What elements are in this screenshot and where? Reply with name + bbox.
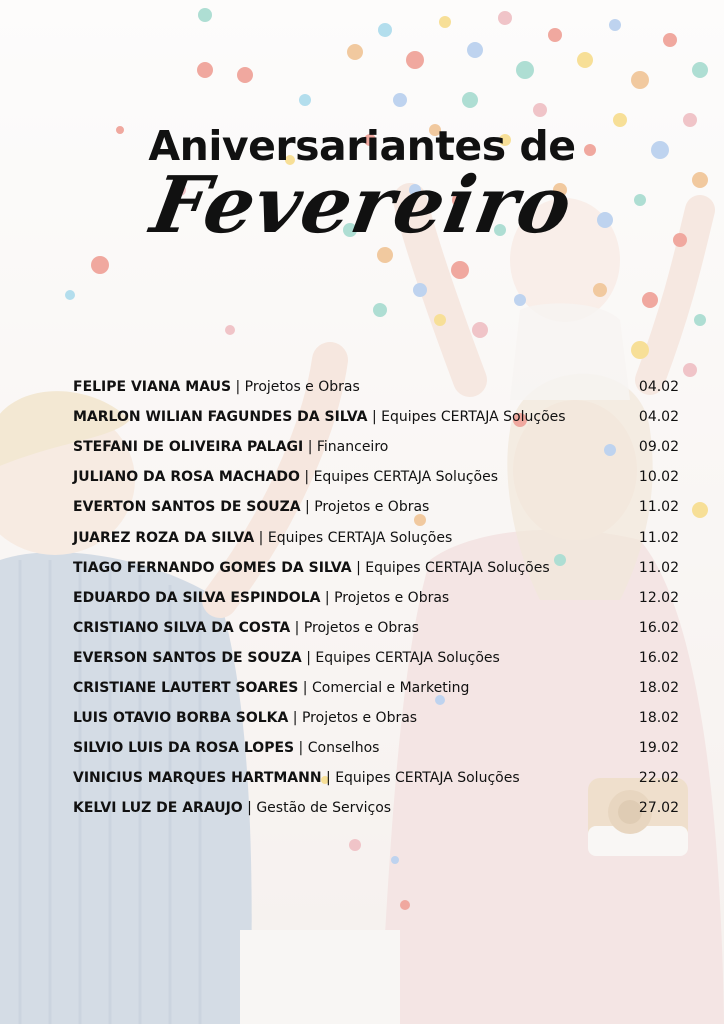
birthday-row xyxy=(73,492,679,522)
birthday-date: 04.02 xyxy=(638,379,679,396)
birthday-row xyxy=(73,673,679,703)
person-name: CRISTIANO SILVA DA COSTA xyxy=(73,619,291,636)
birthday-entry xyxy=(73,409,566,425)
department: Equipes CERTAJA Soluções xyxy=(335,770,520,787)
person-name: LUIS OTAVIO BORBA SOLKA xyxy=(73,710,289,727)
birthday-date: 18.02 xyxy=(638,710,679,727)
birthday-date: 11.02 xyxy=(638,529,679,546)
department: Projetos e Obras xyxy=(314,499,430,516)
birthday-date: 19.02 xyxy=(638,740,679,757)
birthday-list xyxy=(73,372,679,823)
person-name: STEFANI DE OLIVEIRA PALAGI xyxy=(73,439,304,456)
separator: | xyxy=(242,800,257,817)
department: Financeiro xyxy=(316,439,389,456)
person-name: EVERSON SANTOS DE SOUZA xyxy=(73,649,302,666)
birthday-row xyxy=(73,763,679,793)
person-name: EVERTON SANTOS DE SOUZA xyxy=(73,499,301,516)
department: Equipes CERTAJA Soluções xyxy=(313,469,498,486)
department: Projetos e Obras xyxy=(301,710,418,727)
person-name: TIAGO FERNANDO GOMES DA SILVA xyxy=(73,559,352,576)
birthday-date: 11.02 xyxy=(638,559,679,576)
department: Projetos e Obras xyxy=(303,619,419,636)
birthday-date: 12.02 xyxy=(638,589,679,606)
birthday-date: 16.02 xyxy=(638,619,679,636)
birthday-entry xyxy=(73,469,498,485)
birthday-date: 09.02 xyxy=(638,439,679,456)
separator: | xyxy=(288,710,302,727)
person-name: CRISTIANE LAUTERT SOARES xyxy=(73,679,299,696)
birthday-entry xyxy=(73,530,452,546)
separator: | xyxy=(321,770,336,787)
person-name: JULIANO DA ROSA MACHADO xyxy=(73,469,300,486)
department: Equipes CERTAJA Soluções xyxy=(365,559,550,576)
birthday-row xyxy=(73,613,679,643)
birthday-row xyxy=(73,793,679,823)
birthday-entry xyxy=(73,770,520,786)
person-name: VINICIUS MARQUES HARTMANN xyxy=(73,770,322,787)
birthday-row xyxy=(73,402,679,432)
birthday-date: 10.02 xyxy=(638,469,679,486)
person-name: KELVI LUZ DE ARAUJO xyxy=(73,800,243,817)
department: Equipes CERTAJA Soluções xyxy=(381,409,566,426)
person-name: MARLON WILIAN FAGUNDES DA SILVA xyxy=(73,409,368,426)
birthday-date: 16.02 xyxy=(638,649,679,666)
separator: | xyxy=(300,499,315,516)
birthday-entry xyxy=(73,379,360,395)
department: Projetos e Obras xyxy=(244,379,360,396)
birthday-row xyxy=(73,432,679,462)
department: Equipes CERTAJA Soluções xyxy=(267,529,453,546)
birthday-entry xyxy=(73,650,500,666)
department: Equipes CERTAJA Soluções xyxy=(315,649,500,666)
separator: | xyxy=(301,649,316,666)
separator: | xyxy=(303,439,317,456)
department: Gestão de Serviços xyxy=(256,800,392,817)
birthday-date: 27.02 xyxy=(638,800,679,817)
birthday-entry xyxy=(73,800,391,816)
birthday-entry xyxy=(73,499,429,515)
birthday-row xyxy=(73,703,679,733)
person-name: SILVIO LUIS DA ROSA LOPES xyxy=(73,740,295,757)
title-line-2: Fevereiro xyxy=(144,160,580,251)
birthday-entry xyxy=(73,710,417,726)
separator: | xyxy=(231,379,245,396)
person-name: JUAREZ ROZA DA SILVA xyxy=(73,529,255,546)
person-name: EDUARDO DA SILVA ESPINDOLA xyxy=(73,589,321,606)
separator: | xyxy=(290,619,304,636)
birthday-entry xyxy=(73,439,388,455)
birthday-row xyxy=(73,553,679,583)
birthday-entry xyxy=(73,590,449,606)
birthday-date: 22.02 xyxy=(638,770,679,787)
separator: | xyxy=(298,679,312,696)
birthday-entry xyxy=(73,680,469,696)
separator: | xyxy=(254,529,268,546)
person-name: FELIPE VIANA MAUS xyxy=(73,379,232,396)
birthday-row xyxy=(73,733,679,763)
birthday-row xyxy=(73,522,679,552)
title-line-1: Aniversariantes de xyxy=(148,122,576,170)
department: Conselhos xyxy=(307,740,380,757)
separator: | xyxy=(299,469,314,486)
separator: | xyxy=(367,409,382,426)
separator: | xyxy=(320,589,335,606)
birthday-date: 18.02 xyxy=(638,679,679,696)
department: Comercial e Marketing xyxy=(311,679,470,696)
department: Projetos e Obras xyxy=(334,589,450,606)
birthday-entry xyxy=(73,620,419,636)
birthday-row xyxy=(73,583,679,613)
birthday-row xyxy=(73,372,679,402)
birthday-row xyxy=(73,462,679,492)
birthday-entry xyxy=(73,740,379,756)
separator: | xyxy=(294,740,308,757)
birthday-date: 11.02 xyxy=(638,499,679,516)
birthday-entry xyxy=(73,560,550,576)
birthday-row xyxy=(73,643,679,673)
separator: | xyxy=(351,559,366,576)
birthday-date: 04.02 xyxy=(638,409,679,426)
